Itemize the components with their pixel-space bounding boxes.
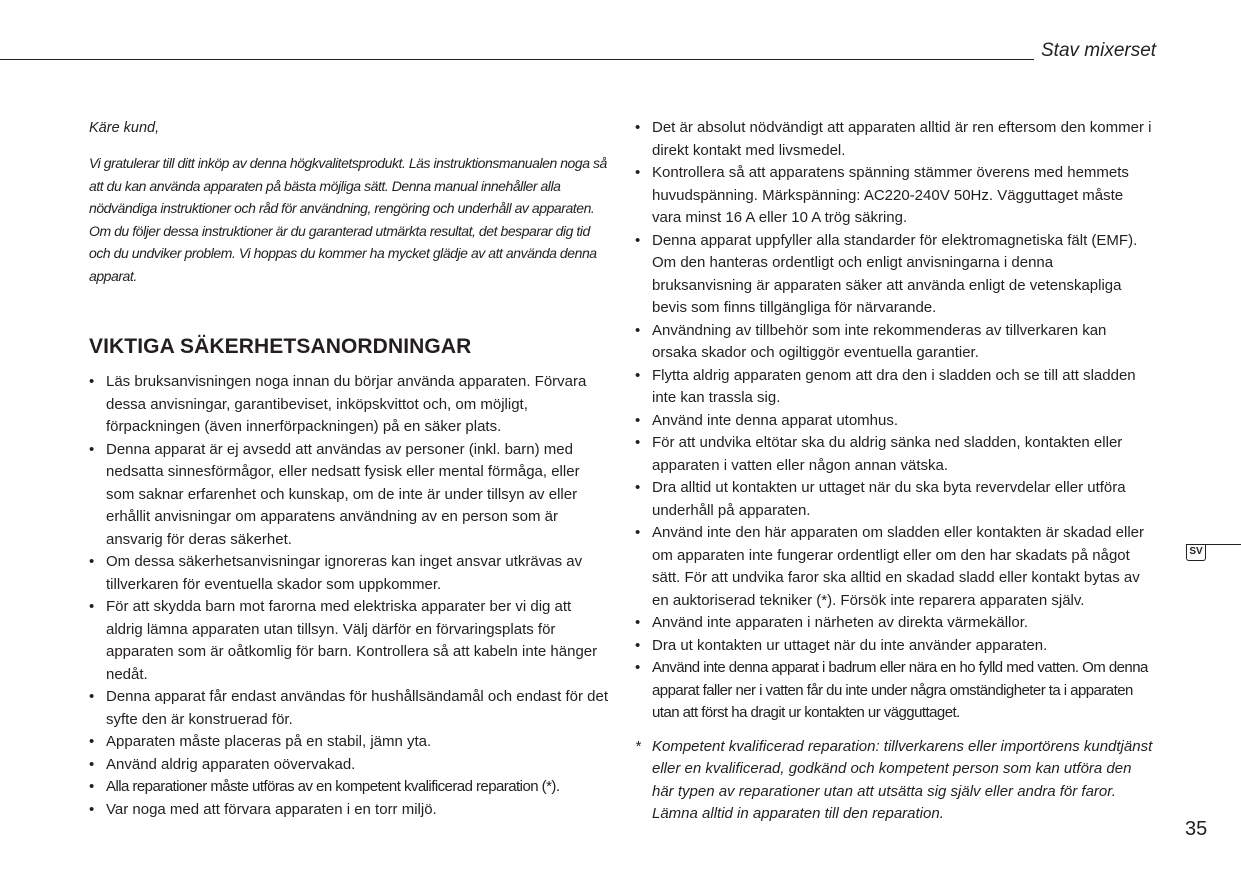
left-bullet-list bbox=[89, 371, 609, 821]
header-title: Stav mixerset bbox=[1041, 40, 1157, 61]
list-item: • Flytta aldrig apparaten genom att dra den i sladden och se till att sladden inte kan trassla sig. bbox=[635, 365, 1155, 410]
section-heading: VIKTIGA SÄKERHETSANORDNINGAR bbox=[89, 335, 472, 358]
right-bullet-list bbox=[635, 117, 1155, 725]
list-item: • Använd inte denna apparat i badrum eller nära en ho fylld med vatten. Om denna apparat faller ner i vatten får du inte under några omständigheter ta i apparaten utan att först ha dragit ur kontakten ur vägguttaget. bbox=[635, 657, 1155, 725]
list-item: • Kontrollera så att apparatens spänning stämmer överens med hemmets huvudspänning. Märkspänning: AC220-240V 50Hz. Vägguttaget måste vara minst 16 A eller 10 A trög säkring. bbox=[635, 162, 1155, 230]
intro-paragraph: Vi gratulerar till ditt inköp av denna högkvalitetsprodukt. Läs instruktionsmanualen noga så att du kan använda apparaten på bästa möjliga sätt. Denna manual innehåller alla nödvändiga instruktioner och råd för användning, rengöring och underhåll av apparaten. Om du följer dessa instruktioner är du garanterad utmärkta resultat, det besparar dig tid och du undviker problem. Vi hoppas du kommer ha mycket glädje av att använda denna apparat. bbox=[89, 155, 607, 284]
list-item: • Dra ut kontakten ur uttaget när du inte använder apparaten. bbox=[635, 635, 1155, 658]
right-column bbox=[635, 117, 1155, 826]
list-item: • Dra alltid ut kontakten ur uttaget när du ska byta revervdelar eller utföra underhåll på apparaten. bbox=[635, 477, 1155, 522]
list-item: • Om dessa säkerhetsanvisningar ignoreras kan inget ansvar utkrävas av tillverkaren för eventuella skador som uppkommer. bbox=[89, 551, 609, 596]
list-item: • Användning av tillbehör som inte rekommenderas av tillverkaren kan orsaka skador och ogiltiggör eventuella garantier. bbox=[635, 320, 1155, 365]
footnote-text: Kompetent kvalificerad reparation: tillverkarens eller importörens kundtjänst eller en kvalificerad, godkänd och kompetent person som kan utföra den här typen av reparationer utan att utsätta sig själv eller andra för faror. Lämna alltid in apparaten till den reparation. bbox=[652, 737, 1153, 822]
list-item: • Denna apparat uppfyller alla standarder för elektromagnetiska fält (EMF). Om den hanteras ordentligt och enligt anvisningarna i denna bruksanvisning är apparaten säker att använda enligt de vetenskapliga bevis som finns tillgängliga för närvarande. bbox=[635, 230, 1155, 320]
list-item: • Använd inte apparaten i närheten av direkta värmekällor. bbox=[635, 612, 1155, 635]
list-item: • Denna apparat är ej avsedd att användas av personer (inkl. barn) med nedsatta sinnesförmågor, eller nedsatt fysisk eller mental förmåga, eller som saknar erfarenhet och kunskap, om de inte är under tillsyn av eller erhållit anvisningar om apparatens användning av en person som är ansvarig för deras säkerhet. bbox=[89, 439, 609, 552]
list-item: • Apparaten måste placeras på en stabil, jämn yta. bbox=[89, 731, 609, 754]
list-item: • Alla reparationer måste utföras av en kompetent kvalificerad reparation (*). bbox=[89, 776, 609, 799]
language-tab: SV bbox=[1186, 545, 1206, 561]
list-item: • För att skydda barn mot farorna med elektriska apparater ber vi dig att aldrig lämna apparaten utan tillsyn. Välj därför en förvaringsplats för apparaten som är oåtkomlig för barn. Kontrollera så att kabeln inte hänger nedåt. bbox=[89, 596, 609, 686]
list-item: • Använd aldrig apparaten oövervakad. bbox=[89, 754, 609, 777]
footnote-mark: * bbox=[635, 737, 641, 755]
footnote bbox=[635, 736, 1155, 826]
list-item: • Var noga med att förvara apparaten i en torr miljö. bbox=[89, 799, 609, 822]
greeting: Käre kund, bbox=[89, 120, 160, 136]
list-item: • Använd inte denna apparat utomhus. bbox=[635, 410, 1155, 433]
left-column bbox=[89, 117, 609, 821]
list-item: • Det är absolut nödvändigt att apparaten alltid är ren eftersom den kommer i direkt kontakt med livsmedel. bbox=[635, 117, 1155, 162]
list-item: • Denna apparat får endast användas för hushållsändamål och endast för det syfte den är konstruerad för. bbox=[89, 686, 609, 731]
page-number: 35 bbox=[1185, 818, 1208, 840]
header-rule bbox=[0, 59, 1034, 60]
list-item: • Läs bruksanvisningen noga innan du börjar använda apparaten. Förvara dessa anvisningar, garantibeviset, inköpskvittot och, om möjligt, förpackningen (även innerförpackningen) på en säker plats. bbox=[89, 371, 609, 439]
list-item: • För att undvika eltötar ska du aldrig sänka ned sladden, kontakten eller apparaten i vatten eller någon annan vätska. bbox=[635, 432, 1155, 477]
list-item: • Använd inte den här apparaten om sladden eller kontakten är skadad eller om apparaten inte fungerar ordentligt eller om den har skadats på något sätt. För att undvika faror ska alltid en skadad sladd eller kontakt bytas av en auktoriserad tekniker (*). Försök inte reparera apparaten själv. bbox=[635, 522, 1155, 612]
